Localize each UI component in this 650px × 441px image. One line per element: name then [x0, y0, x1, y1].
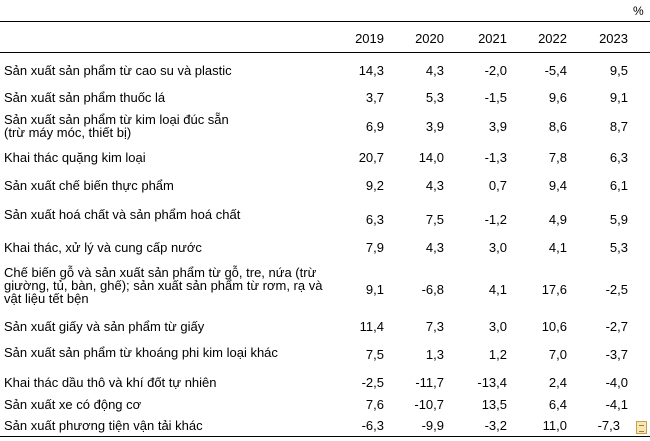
year-header: 2023	[599, 31, 628, 46]
value-cell: -1,2	[484, 212, 507, 227]
value-cell: -2,5	[361, 375, 384, 390]
value-cell: 3,9	[488, 119, 507, 134]
year-header: 2019	[355, 31, 384, 46]
value-cell: 4,9	[548, 212, 567, 227]
value-cell: 6,9	[365, 119, 384, 134]
clipboard-icon[interactable]	[636, 421, 647, 434]
value-cell: 9,5	[609, 63, 628, 78]
value-cell: 8,6	[548, 119, 567, 134]
value-cell: -3,7	[605, 347, 628, 362]
value-cell: -6,8	[421, 282, 444, 297]
industry-label: Sản xuất sản phẩm thuốc lá	[4, 90, 166, 105]
value-cell: 3,0	[488, 319, 507, 334]
value-cell: 13,5	[481, 397, 507, 412]
industry-label: Chế biến gỗ và sản xuất sản phẩm từ gỗ, tre, nứa (trừ giường, tủ, bàn, ghế); sản xuất sản phẩm từ rơm, rạ và vật liệu tết bện	[4, 265, 323, 306]
value-cell: 6,3	[609, 150, 628, 165]
table-top-rule	[0, 21, 650, 22]
value-cell: 3,9	[425, 119, 444, 134]
value-cell: -11,7	[415, 375, 444, 390]
value-cell: -2,7	[605, 319, 628, 334]
value-cell: -1,5	[484, 90, 507, 105]
value-cell: 9,1	[609, 90, 628, 105]
value-cell: 5,3	[425, 90, 444, 105]
value-cell: 4,3	[425, 240, 444, 255]
value-cell: 9,4	[548, 178, 567, 193]
value-cell: 5,3	[609, 240, 628, 255]
value-cell: -2,5	[605, 282, 628, 297]
value-cell: -13,4	[477, 375, 507, 390]
industry-label: Khai thác quặng kim loại	[4, 150, 146, 165]
unit-label: %	[633, 4, 644, 18]
industry-label: Sản xuất sản phẩm từ khoáng phi kim loại khác	[4, 345, 278, 360]
value-cell: -4,0	[605, 375, 628, 390]
value-cell: -9,9	[421, 418, 444, 433]
value-cell: 20,7	[358, 150, 384, 165]
value-cell: 7,8	[548, 150, 567, 165]
value-cell: 7,5	[425, 212, 444, 227]
value-cell: 4,3	[425, 178, 444, 193]
value-cell: -10,7	[414, 397, 444, 412]
value-cell: 2,4	[548, 375, 567, 390]
year-header: 2022	[538, 31, 567, 46]
value-cell: 7,3	[425, 319, 444, 334]
value-cell: 9,6	[548, 90, 567, 105]
value-cell: 0,7	[488, 178, 507, 193]
value-cell: -6,3	[361, 418, 384, 433]
value-cell: 7,0	[548, 347, 567, 362]
value-cell: 6,4	[548, 397, 567, 412]
year-header: 2020	[415, 31, 444, 46]
value-cell: 9,2	[365, 178, 384, 193]
value-cell: -7,3	[597, 418, 620, 433]
industry-label: Sản xuất hoá chất và sản phẩm hoá chất	[4, 207, 241, 222]
value-cell: 7,5	[365, 347, 384, 362]
industry-label: Khai thác dầu thô và khí đốt tự nhiên	[4, 375, 217, 390]
industry-label: Sản xuất xe có động cơ	[4, 397, 142, 412]
value-cell: 7,6	[365, 397, 384, 412]
industry-label: Sản xuất sản phẩm từ kim loại đúc sẵn (trừ máy móc, thiết bị)	[4, 112, 229, 140]
industry-label: Sản xuất sản phẩm từ cao su và plastic	[4, 63, 232, 78]
value-cell: 11,0	[542, 418, 567, 433]
value-cell: 3,7	[365, 90, 384, 105]
value-cell: 7,9	[365, 240, 384, 255]
industry-label: Sản xuất chế biến thực phẩm	[4, 178, 174, 193]
value-cell: 4,1	[488, 282, 507, 297]
value-cell: 17,6	[541, 282, 567, 297]
value-cell: 8,7	[609, 119, 628, 134]
value-cell: -4,1	[605, 397, 628, 412]
value-cell: 3,0	[488, 240, 507, 255]
value-cell: 5,9	[609, 212, 628, 227]
value-cell: 11,4	[359, 319, 384, 334]
value-cell: 1,2	[488, 347, 507, 362]
industry-label: Sản xuất phương tiện vận tải khác	[4, 418, 203, 433]
year-header: 2021	[478, 31, 507, 46]
value-cell: -3,2	[484, 418, 507, 433]
value-cell: 4,1	[548, 240, 567, 255]
industry-label: Khai thác, xử lý và cung cấp nước	[4, 240, 202, 255]
value-cell: 1,3	[425, 347, 444, 362]
value-cell: 14,0	[418, 150, 444, 165]
header-rule	[0, 52, 650, 53]
value-cell: 9,1	[365, 282, 384, 297]
value-cell: 10,6	[541, 319, 567, 334]
value-cell: 6,3	[365, 212, 384, 227]
value-cell: -2,0	[484, 63, 507, 78]
table-bottom-rule	[0, 436, 650, 437]
value-cell: 14,3	[358, 63, 384, 78]
industry-label: Sản xuất giấy và sản phẩm từ giấy	[4, 319, 205, 334]
value-cell: -5,4	[544, 63, 567, 78]
value-cell: 6,1	[609, 178, 628, 193]
value-cell: 4,3	[425, 63, 444, 78]
value-cell: -1,3	[484, 150, 507, 165]
